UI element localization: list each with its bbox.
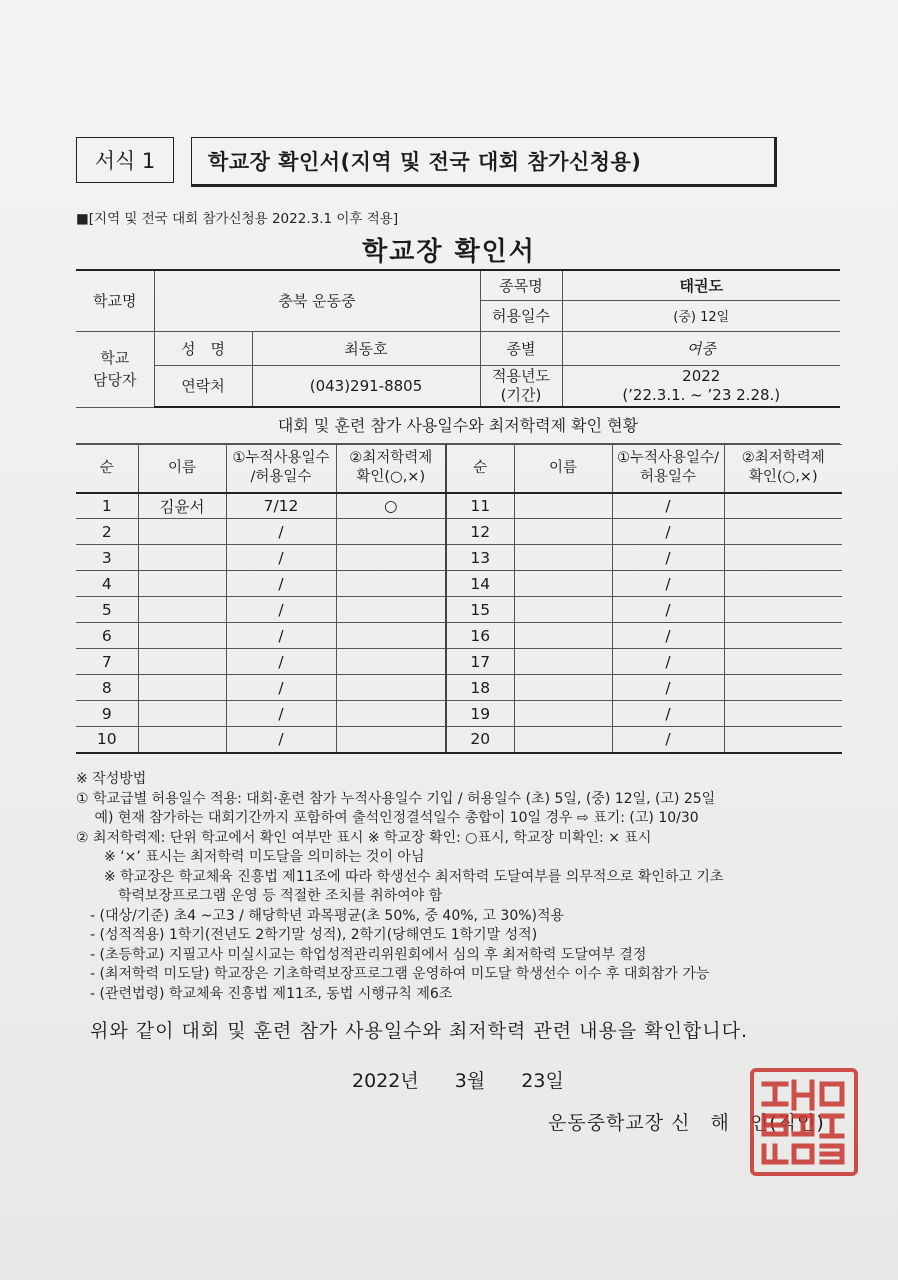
days-used: /: [612, 571, 724, 597]
table-row: [76, 727, 842, 753]
date-day: 23일: [521, 1070, 564, 1092]
academic-check: [336, 675, 446, 701]
student-name: [514, 493, 612, 519]
student-name: [138, 519, 226, 545]
header-name: 이름: [138, 445, 226, 493]
table-row: [76, 701, 842, 727]
year-period: (’22.3.1. ~ ’23 2.28.): [622, 385, 781, 404]
student-name: [138, 649, 226, 675]
days-used: /: [226, 545, 336, 571]
table-row: [76, 623, 842, 649]
date-month: 3월: [454, 1070, 486, 1092]
student-name: [514, 623, 612, 649]
days-used: /: [226, 519, 336, 545]
instruction-line: ※ 학교장은 학교체육 진흥법 제11조에 따라 학생선수 최저학력 도달여부를 의무적으로 확인하고 기초: [76, 868, 724, 885]
student-name: [514, 727, 612, 753]
days-used: /: [226, 597, 336, 623]
student-name: 김윤서: [138, 493, 226, 519]
row-number: 7: [76, 649, 138, 675]
table-row: [76, 493, 842, 519]
participation-table: [76, 444, 842, 754]
row-number: 15: [446, 597, 514, 623]
principal-signature: 운동중학교장 신 해 인(직인): [548, 1112, 825, 1134]
name-label: 성 명: [154, 331, 252, 365]
academic-check: [336, 623, 446, 649]
student-name: [514, 545, 612, 571]
table-row: [76, 675, 842, 701]
applies-note: ■[지역 및 전국 대회 참가신청용 2022.3.1 이후 적용]: [76, 211, 399, 227]
row-number: 3: [76, 545, 138, 571]
row-number: 14: [446, 571, 514, 597]
row-number: 5: [76, 597, 138, 623]
table-row: [76, 649, 842, 675]
days-used: /: [226, 675, 336, 701]
allowed-days-label: 허용일수: [480, 300, 562, 331]
manager-label: 학교 담당자: [76, 331, 154, 407]
row-number: 9: [76, 701, 138, 727]
table-row: [76, 597, 842, 623]
student-name: [514, 701, 612, 727]
student-name: [514, 649, 612, 675]
row-number: 6: [76, 623, 138, 649]
student-name: [138, 675, 226, 701]
days-used: /: [226, 649, 336, 675]
row-number: 2: [76, 519, 138, 545]
year-label: 적용년도 (기간): [480, 365, 562, 407]
school-label: 학교명: [76, 270, 154, 331]
issue-date: [352, 1066, 594, 1093]
contact-value: (043)291-8805: [252, 365, 480, 407]
academic-check: [724, 571, 842, 597]
days-used: /: [612, 701, 724, 727]
days-used: /: [612, 545, 724, 571]
academic-check: [336, 727, 446, 753]
header-check: ②최저학력제 확인(○,×): [336, 445, 446, 493]
academic-check: [724, 545, 842, 571]
student-name: [514, 597, 612, 623]
type-value: 여중: [562, 331, 840, 365]
row-number: 8: [76, 675, 138, 701]
days-used: /: [226, 623, 336, 649]
instruction-line: - (성적적용) 1학기(전년도 2학기말 성적), 2학기(당해연도 1학기말 성적): [76, 927, 538, 943]
table-row: [76, 545, 842, 571]
academic-check: ○: [336, 493, 446, 519]
days-used: /: [226, 571, 336, 597]
academic-check: [724, 493, 842, 519]
academic-check: [336, 571, 446, 597]
student-name: [514, 519, 612, 545]
days-used: /: [226, 727, 336, 753]
days-used: /: [226, 701, 336, 727]
student-name: [138, 597, 226, 623]
header-days: ①누적사용일수/ 허용일수: [612, 445, 724, 493]
instruction-line: 예) 현재 참가하는 대회기간까지 포함하여 출석인정결석일수 총합이 10일 경우 ⇨ 표기: (고) 10/30: [76, 810, 699, 826]
days-used: /: [612, 519, 724, 545]
academic-check: [336, 701, 446, 727]
page-title: 학교장 확인서: [362, 237, 536, 267]
row-number: 18: [446, 675, 514, 701]
instruction-line: - (초등학교) 지필고사 미실시교는 학업성적관리위원회에서 심의 후 최저학력 도달여부 결정: [76, 946, 647, 963]
academic-check: [336, 597, 446, 623]
row-number: 4: [76, 571, 138, 597]
academic-check: [336, 649, 446, 675]
contact-label: 연락처: [154, 365, 252, 407]
table-title: 대회 및 훈련 참가 사용일수와 최저학력제 확인 현황: [76, 408, 840, 444]
row-number: 20: [446, 727, 514, 753]
academic-check: [724, 597, 842, 623]
academic-check: [724, 519, 842, 545]
academic-check: [336, 545, 446, 571]
row-number: 11: [446, 493, 514, 519]
days-used: /: [612, 727, 724, 753]
table-row: [76, 519, 842, 545]
days-used: /: [612, 597, 724, 623]
academic-check: [724, 701, 842, 727]
date-year: 2022년: [352, 1070, 419, 1092]
student-name: [138, 623, 226, 649]
row-number: 13: [446, 545, 514, 571]
sport-value: 태권도: [562, 270, 840, 300]
instruction-line: - (최저학력 미도달) 학교장은 기초학력보장프로그램 운영하여 미도달 학생선수 이수 후 대회참가 가능: [76, 966, 710, 982]
header-no: 순: [76, 445, 138, 493]
form-title-box: 학교장 확인서(지역 및 전국 대회 참가신청용): [191, 137, 777, 187]
allowed-days-value: (중) 12일: [562, 300, 840, 331]
type-label: 종별: [480, 331, 562, 365]
writing-instructions: [76, 770, 856, 1004]
student-name: [138, 545, 226, 571]
header-no: 순: [446, 445, 514, 493]
row-number: 12: [446, 519, 514, 545]
official-seal-icon: [750, 1068, 858, 1176]
days-used: /: [612, 675, 724, 701]
table-row: [76, 571, 842, 597]
row-number: 19: [446, 701, 514, 727]
instruction-line: ※ 작성방법: [76, 771, 147, 787]
academic-check: [724, 675, 842, 701]
info-table: [76, 269, 840, 408]
table-header-row: [76, 445, 842, 493]
days-used: /: [612, 493, 724, 519]
row-number: 10: [76, 727, 138, 753]
student-name: [138, 701, 226, 727]
academic-check: [724, 649, 842, 675]
row-number: 17: [446, 649, 514, 675]
row-number: 1: [76, 493, 138, 519]
days-used: 7/12: [226, 493, 336, 519]
header-days: ①누적사용일수 /허용일수: [226, 445, 336, 493]
instruction-line: - (관련법령) 학교체육 진흥법 제11조, 동법 시행규칙 제6조: [76, 985, 453, 1002]
student-name: [514, 675, 612, 701]
academic-check: [724, 727, 842, 753]
row-number: 16: [446, 623, 514, 649]
school-value: 충북 운동중: [154, 270, 480, 331]
header-name: 이름: [514, 445, 612, 493]
days-used: /: [612, 649, 724, 675]
student-name: [514, 571, 612, 597]
sport-label: 종목명: [480, 270, 562, 300]
header-check: ②최저학력제 확인(○,×): [724, 445, 842, 493]
academic-check: [336, 519, 446, 545]
days-used: /: [612, 623, 724, 649]
student-name: [138, 571, 226, 597]
name-value: 최동호: [252, 331, 480, 365]
academic-check: [724, 623, 842, 649]
instruction-line: 학력보장프로그램 운영 등 적절한 조치를 취하여야 함: [76, 888, 443, 904]
confirmation-statement: 위와 같이 대회 및 훈련 참가 사용일수와 최저학력 관련 내용을 확인합니다.: [90, 1020, 749, 1042]
year-value: 2022: [682, 367, 721, 385]
instruction-line: ※ ‘×’ 표시는 최저학력 미도달을 의미하는 것이 아님: [76, 849, 425, 865]
instruction-line: ② 최저학력제: 단위 학교에서 확인 여부만 표시 ※ 학교장 확인: ○표시, 학교장 미확인: × 표시: [76, 829, 652, 846]
student-name: [138, 727, 226, 753]
form-number-box: 서식 1: [76, 137, 174, 183]
instruction-line: ① 학교급별 허용일수 적용: 대회·훈련 참가 누적사용일수 기입 / 허용일수 (초) 5일, (중) 12일, (고) 25일: [76, 790, 716, 807]
instruction-line: - (대상/기준) 초4 ~고3 / 해당학년 과목평균(초 50%, 중 40%, 고 30%)적용: [76, 907, 565, 924]
